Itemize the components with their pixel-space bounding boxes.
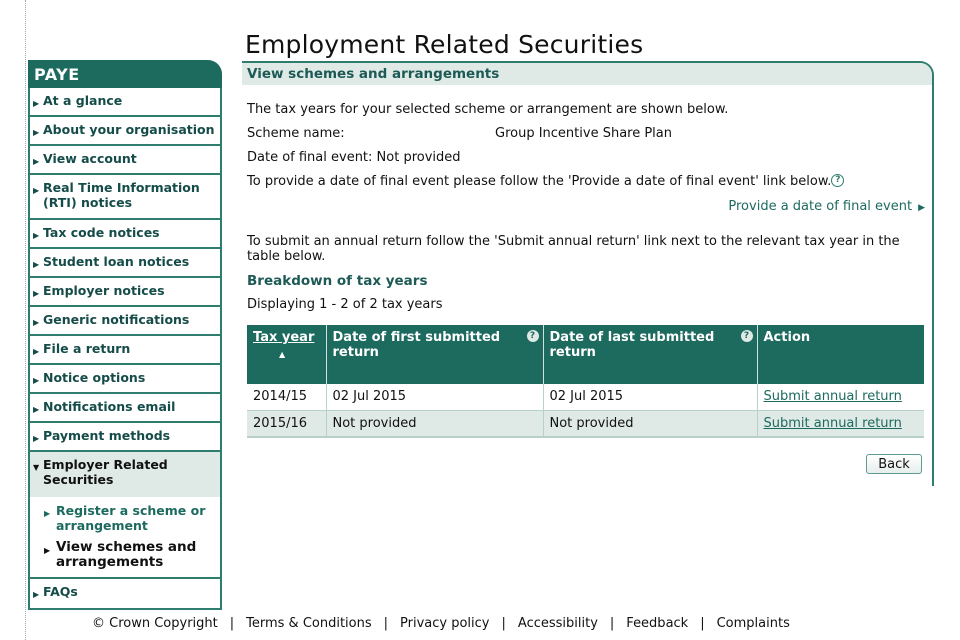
sidebar-item-label: Employer Related Securities xyxy=(43,457,168,487)
chevron-right-icon: ▶ xyxy=(33,376,40,385)
cell-action xyxy=(757,384,924,410)
displaying-count: Displaying 1 - 2 of 2 tax years xyxy=(247,297,443,312)
sidebar-subitem-label: Register a scheme or arrangement xyxy=(56,503,206,533)
back-button[interactable]: Back xyxy=(866,454,922,474)
page-title: Employment Related Securities xyxy=(245,30,644,59)
chevron-right-icon: ▶ xyxy=(33,128,40,137)
help-icon[interactable]: ? xyxy=(831,174,844,187)
sidebar-item-generic-notifications[interactable] xyxy=(30,307,220,336)
chevron-right-icon: ▶ xyxy=(33,186,40,195)
chevron-right-icon: ▶ xyxy=(33,260,40,269)
sidebar-item-label: View account xyxy=(43,151,137,166)
footer-link-feedback[interactable]: Feedback xyxy=(626,616,689,631)
cell-last-submitted: Not provided xyxy=(543,410,757,437)
cell-first-submitted: Not provided xyxy=(326,410,543,437)
sidebar-item-label: Student loan notices xyxy=(43,254,190,269)
column-header-last-submitted xyxy=(543,325,757,384)
sidebar-subitem-label: View schemes and arrangements xyxy=(56,539,197,570)
footer xyxy=(92,616,790,631)
sidebar-item-label: Notifications email xyxy=(43,399,176,414)
footer-separator: | xyxy=(501,616,506,631)
footer-link-terms[interactable]: Terms & Conditions xyxy=(246,616,372,631)
sort-ascending-icon: ▲ xyxy=(279,350,286,359)
chevron-right-icon: ▶ xyxy=(33,590,40,599)
column-header-label: Date of first submitted return xyxy=(332,330,501,360)
chevron-right-icon: ▶ xyxy=(33,231,40,240)
sidebar-nav xyxy=(28,88,222,610)
cell-first-submitted: 02 Jul 2015 xyxy=(326,384,543,410)
scheme-name-label: Scheme name: xyxy=(247,126,345,141)
submit-annual-return-link[interactable]: Submit annual return xyxy=(763,389,902,405)
cell-tax-year: 2014/15 xyxy=(247,384,326,410)
chevron-right-icon: ▶ xyxy=(33,289,40,298)
sidebar-item-notice-options[interactable] xyxy=(30,365,220,394)
sidebar-item-faqs[interactable] xyxy=(30,579,220,608)
sidebar-subitem-register-scheme[interactable] xyxy=(44,499,218,536)
sidebar-item-view-account[interactable] xyxy=(30,146,220,175)
sidebar-subnav xyxy=(30,497,220,579)
table-row xyxy=(247,384,924,410)
sidebar-item-label: At a glance xyxy=(43,93,123,108)
sidebar-item-tax-code-notices[interactable] xyxy=(30,220,220,249)
column-header-tax-year xyxy=(247,325,326,384)
sidebar-subitem-view-schemes[interactable] xyxy=(44,536,218,573)
chevron-right-icon: ▶ xyxy=(44,546,51,555)
chevron-right-icon: ▶ xyxy=(33,405,40,414)
footer-separator: | xyxy=(609,616,615,631)
copyright-text: © Crown Copyright xyxy=(92,616,218,631)
scheme-name-value: Group Incentive Share Plan xyxy=(495,126,673,141)
footer-link-privacy[interactable]: Privacy policy xyxy=(400,616,490,631)
final-event-help-label: To provide a date of final event please follow the 'Provide a date of final event' link below. xyxy=(247,174,832,189)
submit-annual-return-link[interactable]: Submit annual return xyxy=(763,415,902,431)
cell-tax-year: 2015/16 xyxy=(247,410,326,437)
provide-final-event-label: Provide a date of final event xyxy=(728,199,913,214)
chevron-right-icon: ▶ xyxy=(33,434,40,443)
sidebar-item-label: File a return xyxy=(43,341,131,356)
footer-link-complaints[interactable]: Complaints xyxy=(716,616,790,631)
chevron-right-icon: ▶ xyxy=(33,347,40,356)
column-header-action: Action xyxy=(757,325,924,384)
tax-years-table xyxy=(247,325,924,438)
sidebar-item-employer-related-securities[interactable] xyxy=(30,452,220,497)
sidebar-item-at-a-glance[interactable] xyxy=(30,88,220,117)
sidebar-heading: PAYE xyxy=(28,60,222,88)
sidebar-item-label: Payment methods xyxy=(43,428,171,443)
chevron-down-icon: ▼ xyxy=(33,463,40,472)
breakdown-heading: Breakdown of tax years xyxy=(247,273,428,289)
chevron-right-icon: ▶ xyxy=(33,318,40,327)
sidebar-item-file-a-return[interactable] xyxy=(30,336,220,365)
submit-instructions: To submit an annual return follow the 'Submit annual return' link next to the relevant tax year in the table below. xyxy=(247,234,900,264)
help-icon[interactable]: ? xyxy=(527,330,539,342)
sidebar-item-about-organisation[interactable] xyxy=(30,117,220,146)
chevron-right-icon: ▶ xyxy=(44,509,51,518)
cell-last-submitted: 02 Jul 2015 xyxy=(543,384,757,410)
final-event-help-text xyxy=(247,174,844,189)
table-row xyxy=(247,410,924,437)
sidebar-item-payment-methods[interactable] xyxy=(30,423,220,452)
sidebar-item-label: Tax code notices xyxy=(43,225,160,240)
footer-separator: | xyxy=(229,616,235,631)
sidebar-item-notifications-email[interactable] xyxy=(30,394,220,423)
help-icon[interactable]: ? xyxy=(741,330,753,342)
provide-final-event-link[interactable] xyxy=(728,199,925,214)
chevron-right-icon: ▶ xyxy=(33,99,40,108)
intro-text: The tax years for your selected scheme or arrangement are shown below. xyxy=(247,102,729,117)
sidebar-item-label: Generic notifications xyxy=(43,312,190,327)
sidebar-item-student-loan-notices[interactable] xyxy=(30,249,220,278)
chevron-right-icon: ▶ xyxy=(918,203,925,213)
sidebar xyxy=(28,60,222,610)
footer-separator: | xyxy=(700,616,705,631)
sidebar-item-label: FAQs xyxy=(43,584,78,599)
sidebar-item-rti-notices[interactable] xyxy=(30,175,220,220)
final-event-text: Date of final event: Not provided xyxy=(247,150,461,165)
section-heading: View schemes and arrangements xyxy=(242,63,932,85)
page-left-border xyxy=(25,0,26,640)
sort-tax-year-link[interactable]: Tax year xyxy=(253,330,315,345)
chevron-right-icon: ▶ xyxy=(33,157,40,166)
footer-separator: | xyxy=(383,616,389,631)
cell-action xyxy=(757,410,924,437)
column-header-first-submitted xyxy=(326,325,543,384)
column-header-label: Date of last submitted return xyxy=(549,330,715,360)
footer-link-accessibility[interactable]: Accessibility xyxy=(517,616,598,631)
sidebar-item-label: Real Time Information (RTI) notices xyxy=(43,180,200,210)
table-header-row xyxy=(247,325,924,384)
sidebar-item-label: Notice options xyxy=(43,370,146,385)
sidebar-item-label: Employer notices xyxy=(43,283,165,298)
sidebar-item-employer-notices[interactable] xyxy=(30,278,220,307)
sidebar-item-label: About your organisation xyxy=(43,122,215,137)
